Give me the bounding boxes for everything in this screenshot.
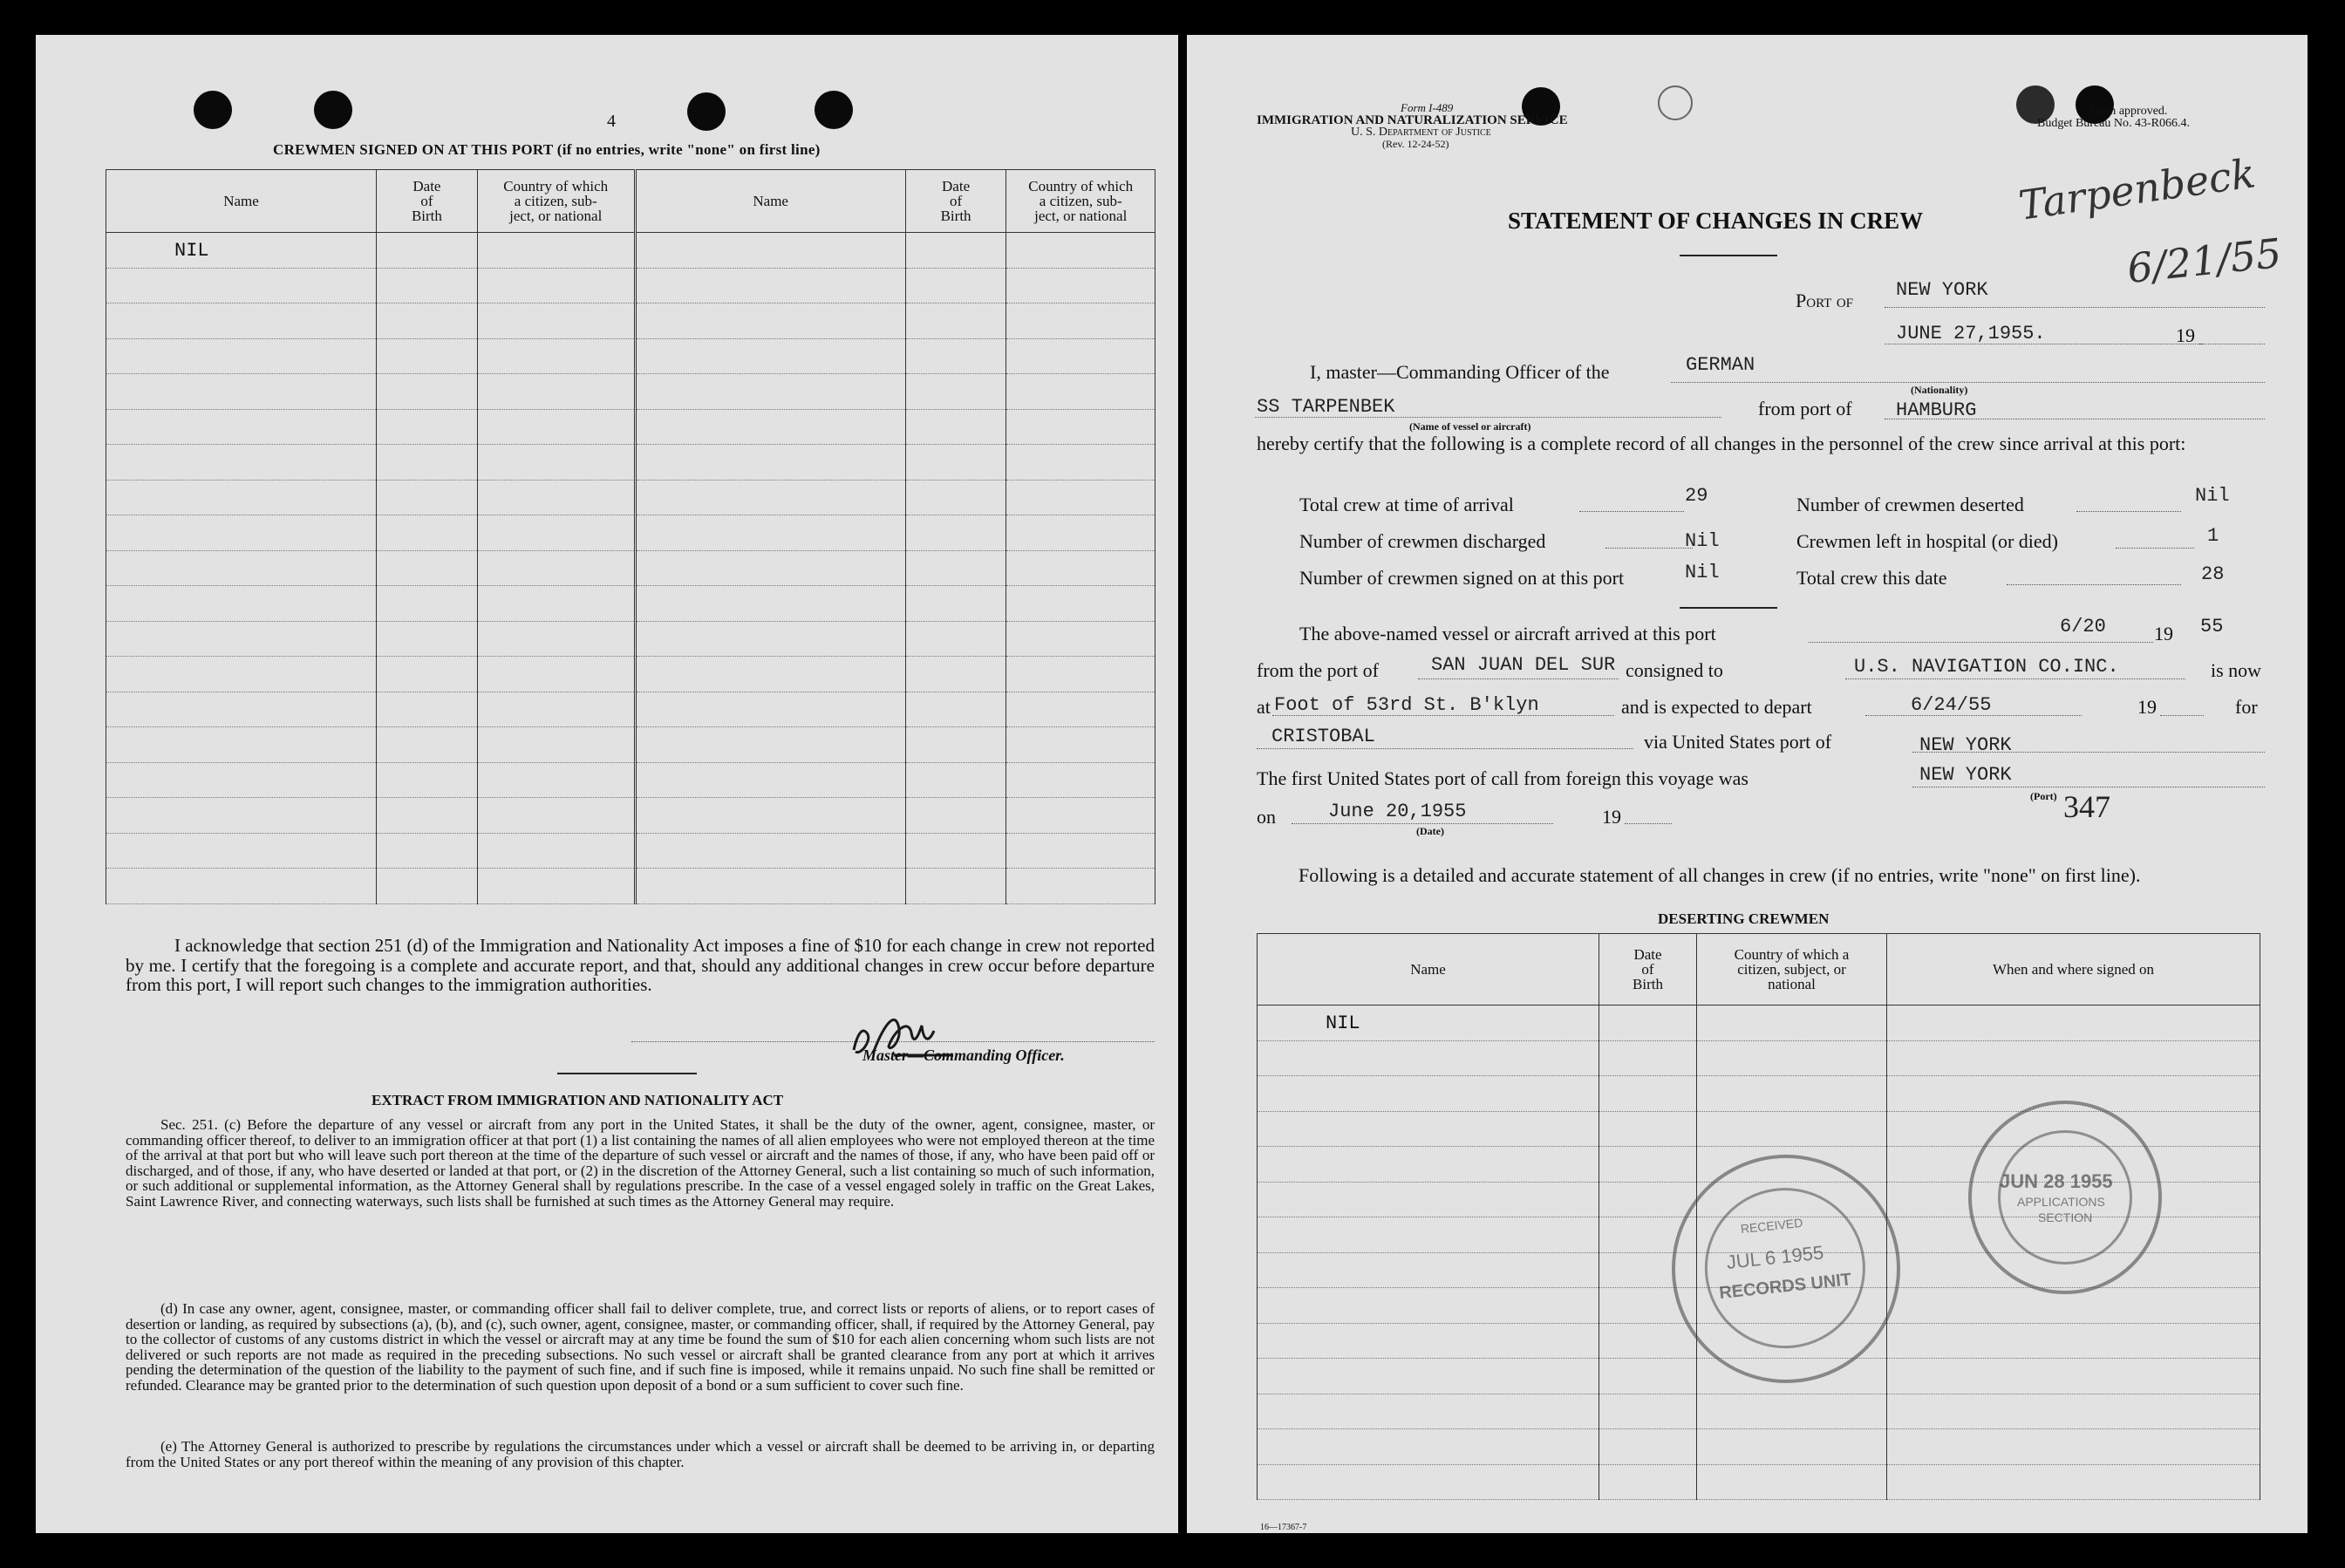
table-cell — [1258, 1359, 1599, 1394]
table-cell — [1258, 1394, 1599, 1429]
table-cell — [377, 303, 478, 339]
arrived-date: 6/20 — [2060, 616, 2106, 637]
from-port-label: from port of — [1758, 398, 1852, 419]
table-cell — [1599, 1040, 1697, 1076]
via-label: via United States port of — [1644, 731, 1832, 753]
destination-value: CRISTOBAL — [1271, 726, 1375, 747]
table-cell — [477, 869, 635, 904]
table-cell — [1887, 1040, 2260, 1076]
table-cell — [905, 692, 1006, 727]
table-cell — [905, 727, 1006, 763]
table-cell — [905, 445, 1006, 481]
table-cell — [377, 550, 478, 586]
table-cell — [106, 480, 377, 515]
table-cell — [1599, 1147, 1697, 1183]
year-prefix: 19 — [2176, 324, 2195, 346]
table-cell — [1006, 480, 1155, 515]
stat-label-hospital: Crewmen left in hospital (or died) — [1796, 530, 2058, 552]
nationality-value: GERMAN — [1686, 354, 1755, 376]
table-cell — [1599, 1006, 1697, 1041]
table-row — [106, 657, 1155, 692]
table-cell — [635, 268, 905, 303]
table-cell — [477, 409, 635, 445]
col-header-date-of-birth: Date of Birth — [905, 170, 1006, 233]
table-cell — [106, 445, 377, 481]
first-port-label: The first United States port of call from foreign this voyage was — [1257, 767, 1749, 789]
table-cell — [377, 869, 478, 904]
stat-label-total-arrival: Total crew at time of arrival — [1299, 494, 1514, 515]
col-header-when-where: When and where signed on — [1887, 934, 2260, 1006]
table-cell — [477, 480, 635, 515]
table-row — [106, 833, 1155, 869]
col-header-name: Name — [106, 170, 377, 233]
table-cell — [1697, 1464, 1887, 1500]
table-cell — [106, 303, 377, 339]
form-title: STATEMENT OF CHANGES IN CREW — [1508, 208, 1924, 234]
partial-punch-hole — [1658, 85, 1693, 120]
depart-year-prefix: 19 — [2137, 696, 2157, 718]
table-cell — [905, 515, 1006, 551]
table-cell — [635, 409, 905, 445]
port-label: Port of — [1796, 290, 1854, 311]
at-label: at — [1257, 696, 1271, 718]
is-now-label: is now — [2211, 659, 2262, 681]
table-cell — [1599, 1323, 1697, 1359]
stamp-records-unit: RECORDS UNIT — [1718, 1270, 1853, 1304]
from-the-port-value: SAN JUAN DEL SUR — [1431, 654, 1616, 676]
table-cell — [905, 762, 1006, 798]
table-cell — [635, 233, 905, 269]
punch-hole — [314, 91, 352, 129]
table-cell — [635, 727, 905, 763]
entry-value: NIL — [174, 240, 209, 262]
table-cell — [477, 338, 635, 374]
table-cell — [635, 869, 905, 904]
table-cell — [377, 445, 478, 481]
table-cell — [635, 762, 905, 798]
consigned-value: U.S. NAVIGATION CO.INC. — [1854, 656, 2119, 678]
table-cell — [1006, 409, 1155, 445]
table-cell — [106, 692, 377, 727]
table-cell — [905, 409, 1006, 445]
table-cell — [1697, 1111, 1887, 1147]
table-cell — [477, 762, 635, 798]
table-cell — [106, 727, 377, 763]
table-cell — [106, 833, 377, 869]
table-cell — [635, 550, 905, 586]
table-cell — [635, 374, 905, 410]
table-cell — [1006, 798, 1155, 834]
punch-hole — [815, 91, 853, 129]
section-title: CREWMEN SIGNED ON AT THIS PORT (if no entries, write "none" on first line) — [273, 141, 821, 158]
stat-value-total-arrival: 29 — [1685, 485, 1708, 507]
table-row — [106, 303, 1155, 339]
table-cell — [106, 798, 377, 834]
table-cell — [635, 445, 905, 481]
table-cell — [377, 692, 478, 727]
table-cell — [1006, 692, 1155, 727]
stamp-line1: APPLICATIONS — [2017, 1195, 2105, 1209]
table-cell — [377, 762, 478, 798]
table-cell — [477, 798, 635, 834]
table-cell — [1006, 727, 1155, 763]
certify-text: hereby certify that the following is a complete record of all changes in the personnel of the crew since arrival at this port: — [1257, 433, 2186, 454]
table-cell — [106, 515, 377, 551]
col-header-date-of-birth: Date of Birth — [1599, 934, 1697, 1006]
agency-line1: IMMIGRATION AND NATURALIZATION SERVICE — [1257, 113, 1568, 127]
table-cell — [377, 233, 478, 269]
stat-label-discharged: Number of crewmen discharged — [1299, 530, 1546, 552]
first-port-value: NEW YORK — [1919, 764, 2012, 786]
vessel-value: SS TARPENBEK — [1257, 396, 1395, 418]
stamp-received-date: JUL 6 1955 — [1725, 1241, 1825, 1274]
extract-title: EXTRACT FROM IMMIGRATION AND NATIONALITY ACT — [372, 1092, 784, 1108]
stamp-received: RECEIVED — [1740, 1215, 1803, 1237]
master-label: I, master—Commanding Officer of the — [1310, 361, 1610, 383]
table-cell — [1887, 1464, 2260, 1500]
port-value: NEW YORK — [1896, 279, 1988, 301]
col-header-country: Country of which a citizen, sub- ject, or national — [1006, 170, 1155, 233]
table-cell — [477, 692, 635, 727]
divider — [1680, 255, 1777, 256]
table-cell — [106, 338, 377, 374]
table-cell — [635, 692, 905, 727]
table-cell — [377, 268, 478, 303]
table-cell — [1258, 1217, 1599, 1253]
stat-label-signed-on: Number of crewmen signed on at this port — [1299, 567, 1625, 589]
table-cell — [1258, 1006, 1599, 1041]
table-cell — [1887, 1429, 2260, 1465]
table-cell — [1006, 621, 1155, 657]
table-row — [1258, 1429, 2260, 1465]
punch-hole — [687, 92, 726, 131]
table-row — [106, 727, 1155, 763]
vessel-caption: (Name of vessel or aircraft) — [1409, 420, 1531, 433]
table-cell — [377, 586, 478, 622]
table-cell — [635, 798, 905, 834]
col-header-name: Name — [1258, 934, 1599, 1006]
extract-section-e: (e) The Attorney General is authorized to prescribe by regulations the circumstances under which a vessel or aircraft shall be deemed to be arriving in, or departing from the United States or any port thereof within the meaning of any provision of this chapter. — [126, 1438, 1155, 1470]
table-cell — [905, 869, 1006, 904]
table-cell — [1599, 1394, 1697, 1429]
table-cell — [1887, 1006, 2260, 1041]
table-cell — [1006, 550, 1155, 586]
table-cell — [1887, 1394, 2260, 1429]
stamp-date: JUN 28 1955 — [2000, 1170, 2113, 1192]
table-cell — [905, 586, 1006, 622]
table-cell — [377, 727, 478, 763]
table-row — [1258, 1006, 2260, 1041]
arrived-year-prefix: 19 — [2154, 623, 2173, 644]
table-row — [106, 692, 1155, 727]
table-cell — [106, 762, 377, 798]
agency-line2: U. S. Department of Justice — [1351, 126, 1491, 139]
stat-value-total-date: 28 — [2201, 563, 2225, 585]
nationality-caption: (Nationality) — [1911, 384, 1968, 396]
stat-label-total-date: Total crew this date — [1796, 567, 1947, 589]
table-cell — [106, 657, 377, 692]
table-cell — [905, 550, 1006, 586]
table-cell — [1697, 1006, 1887, 1041]
divider — [557, 1073, 697, 1074]
table-cell — [377, 480, 478, 515]
table-cell — [1006, 233, 1155, 269]
table-cell — [1599, 1182, 1697, 1217]
table-row — [106, 798, 1155, 834]
table-cell — [1258, 1464, 1599, 1500]
footer-code: 16—17367-7 — [1260, 1523, 1307, 1532]
table-cell — [635, 833, 905, 869]
table-cell — [106, 586, 377, 622]
extract-section-c: Sec. 251. (c) Before the departure of any vessel or aircraft from any port in the United States, it shall be the duty of the owner, agent, consignee, master, or commanding officer thereof, to deliver to an immigration officer at that port (1) a list containing the names of all alien employees who were not employed thereon at the time of the arrival at that port but who will leave such port thereon at the time of the departure of such vessel or aircraft and the names of those, if any, who have been paid off or discharged, and of those, if any, who have deserted or landed at that port, or (2) in the discretion of the Attorney General, such a list containing so much of such information, or such additional or supplemental information, as the Attorney General shall by regulations prescribe. In the case of a vessel engaged solely in traffic on the Great Lakes, Saint Lawrence River, and connecting waterways, such lists shall be furnished at such times as the Attorney General may require. — [126, 1116, 1155, 1210]
certification-text: I acknowledge that section 251 (d) of the Immigration and Nationality Act imposes a fine of $10 for each change in crew not reported by me. I certify that the foregoing is a complete and accurate report, and that, should any additional changes in crew occur before departure from this port, I will report such changes to the immigration authorities. — [126, 935, 1155, 995]
stat-value-deserted: Nil — [2195, 485, 2230, 507]
table-cell — [1006, 762, 1155, 798]
table-row — [1258, 1394, 2260, 1429]
port-code: 347 — [2063, 789, 2110, 824]
table-cell — [1258, 1040, 1599, 1076]
handwritten-note-date: 6/21/55 — [2124, 228, 2284, 293]
table-row — [1258, 1464, 2260, 1500]
table-cell — [1258, 1429, 1599, 1465]
table-cell — [377, 833, 478, 869]
table-cell — [635, 621, 905, 657]
on-date-value: June 20,1955 — [1328, 801, 1467, 822]
table-cell — [1599, 1076, 1697, 1112]
left-page — [36, 35, 1178, 1533]
table-cell — [106, 869, 377, 904]
approval-line1: Form approved. — [2089, 105, 2168, 118]
table-cell — [377, 374, 478, 410]
handwritten-note-name: Tarpenbeck — [2015, 149, 2259, 229]
table-cell — [1006, 586, 1155, 622]
col-header-name: Name — [635, 170, 905, 233]
table-row — [106, 268, 1155, 303]
for-label: for — [2235, 696, 2258, 718]
from-the-port-label: from the port of — [1257, 659, 1379, 681]
crewmen-signed-on-table — [106, 169, 1155, 904]
port-caption: (Port) — [2030, 790, 2057, 802]
table-cell — [635, 480, 905, 515]
table-cell — [905, 233, 1006, 269]
table-row — [106, 233, 1155, 269]
table-cell — [905, 621, 1006, 657]
table-cell — [635, 303, 905, 339]
table-cell — [377, 515, 478, 551]
punch-hole — [194, 91, 232, 129]
table-cell — [477, 621, 635, 657]
table-cell — [635, 515, 905, 551]
table-cell — [106, 268, 377, 303]
table-cell — [477, 445, 635, 481]
table-cell — [905, 374, 1006, 410]
table-cell — [1258, 1111, 1599, 1147]
table-cell — [377, 338, 478, 374]
table-cell — [635, 338, 905, 374]
table-cell — [1599, 1111, 1697, 1147]
table-cell — [477, 515, 635, 551]
extract-section-d: (d) In case any owner, agent, consignee, master, or commanding officer shall fail to deliver complete, true, and correct lists or reports of aliens, or to report cases of desertion or landing, as required by subsections (a), (b), and (c), such owner, agent, consignee, master, or commanding officer, shall, if required by the Attorney General, pay to the collector of customs of any customs district in which the vessel or aircraft may at any time be found the sum of $10 for each alien concerning whom such lists are not delivered or such reports are not made as required in the preceding subsections. No such vessel or aircraft shall be granted clearance from any port at which it arrives pending the determination of the question of the liability to the payment of such fine, and if such fine is imposed, while it remains unpaid. No such fine shall be remitted or refunded. Clearance may be granted prior to the determination of such question upon deposit of a bond or a sum sufficient to cover such fine. — [126, 1300, 1155, 1394]
table-cell — [1006, 515, 1155, 551]
col-header-date-of-birth: Date of Birth — [377, 170, 478, 233]
table-cell — [477, 268, 635, 303]
table-row — [106, 338, 1155, 374]
arrived-year: 55 — [2200, 616, 2224, 637]
table-cell — [1697, 1040, 1887, 1076]
table-row — [106, 445, 1155, 481]
table-row — [106, 586, 1155, 622]
page-number: 4 — [607, 112, 616, 131]
table-cell — [905, 303, 1006, 339]
table-cell — [905, 657, 1006, 692]
table-cell — [477, 233, 635, 269]
table-row — [106, 621, 1155, 657]
stat-value-discharged: Nil — [1685, 530, 1720, 552]
stamp-line2: SECTION — [2038, 1210, 2093, 1224]
table-cell — [1006, 374, 1155, 410]
table-cell — [1006, 268, 1155, 303]
from-port-value: HAMBURG — [1896, 399, 1977, 421]
table-row — [106, 762, 1155, 798]
table-row — [106, 374, 1155, 410]
table-cell — [1258, 1147, 1599, 1183]
table-row — [1258, 1040, 2260, 1076]
table-cell — [905, 798, 1006, 834]
table-cell — [106, 409, 377, 445]
table-cell — [1258, 1288, 1599, 1324]
date-caption: (Date) — [1416, 825, 1444, 837]
form-number: Form I-489 — [1401, 101, 1454, 114]
via-value: NEW YORK — [1919, 734, 2012, 756]
table-cell — [1006, 338, 1155, 374]
table-cell — [1599, 1359, 1697, 1394]
table-cell — [377, 621, 478, 657]
table-cell — [1258, 1182, 1599, 1217]
table-cell — [1258, 1252, 1599, 1288]
table-cell — [1006, 833, 1155, 869]
table-row — [106, 480, 1155, 515]
table-cell — [377, 657, 478, 692]
col-header-country: Country of which a citizen, sub- ject, or national — [477, 170, 635, 233]
table-cell — [1006, 657, 1155, 692]
table-row — [106, 550, 1155, 586]
approval-line2: Budget Bureau No. 43-R066.4. — [2037, 117, 2190, 130]
deserting-title: DESERTING CREWMEN — [1658, 910, 1830, 927]
table-cell — [1258, 1323, 1599, 1359]
table-cell — [1599, 1429, 1697, 1465]
report-date-value: JUNE 27,1955. — [1896, 323, 2046, 344]
table-cell — [106, 621, 377, 657]
consigned-label: consigned to — [1626, 659, 1723, 681]
arrived-label: The above-named vessel or aircraft arrived at this port — [1299, 623, 1716, 644]
table-cell — [477, 727, 635, 763]
location-value: Foot of 53rd St. B'klyn — [1274, 694, 1539, 716]
table-cell — [377, 798, 478, 834]
table-cell — [1697, 1394, 1887, 1429]
table-cell — [905, 338, 1006, 374]
table-cell — [1887, 1359, 2260, 1394]
table-cell — [1006, 303, 1155, 339]
table-row — [106, 409, 1155, 445]
agency-line3: (Rev. 12-24-52) — [1382, 138, 1449, 150]
table-cell — [1887, 1323, 2260, 1359]
stat-label-deserted: Number of crewmen deserted — [1796, 494, 2024, 515]
on-label: on — [1257, 806, 1276, 828]
table-cell — [905, 833, 1006, 869]
following-text: Following is a detailed and accurate statement of all changes in crew (if no entries, write "none" on first line). — [1299, 864, 2141, 886]
table-row — [106, 515, 1155, 551]
table-cell — [905, 268, 1006, 303]
col-header-country: Country of which a citizen, subject, or national — [1697, 934, 1887, 1006]
table-cell — [1006, 869, 1155, 904]
table-cell — [1697, 1076, 1887, 1112]
stat-value-hospital: 1 — [2207, 525, 2219, 547]
right-page — [1187, 35, 2308, 1533]
on-year-prefix: 19 — [1602, 806, 1621, 828]
table-row — [1258, 1076, 2260, 1112]
table-cell — [635, 657, 905, 692]
table-cell — [1258, 1076, 1599, 1112]
table-cell — [106, 233, 377, 269]
entry-value: NIL — [1326, 1012, 1360, 1035]
stat-value-signed-on: Nil — [1685, 562, 1720, 583]
table-row — [106, 869, 1155, 904]
table-cell — [477, 303, 635, 339]
table-cell — [106, 550, 377, 586]
table-cell — [477, 374, 635, 410]
table-cell — [477, 657, 635, 692]
table-cell — [635, 586, 905, 622]
table-cell — [106, 374, 377, 410]
signature-caption: Master—Commanding Officer. — [862, 1046, 1065, 1064]
table-cell — [477, 833, 635, 869]
table-cell — [1697, 1429, 1887, 1465]
table-cell — [1599, 1464, 1697, 1500]
applications-section-stamp — [1968, 1101, 2162, 1294]
table-cell — [1006, 445, 1155, 481]
depart-value: 6/24/55 — [1911, 694, 1992, 716]
table-cell — [477, 550, 635, 586]
table-cell — [377, 409, 478, 445]
table-cell — [477, 586, 635, 622]
table-cell — [905, 480, 1006, 515]
depart-label: and is expected to depart — [1621, 696, 1812, 718]
